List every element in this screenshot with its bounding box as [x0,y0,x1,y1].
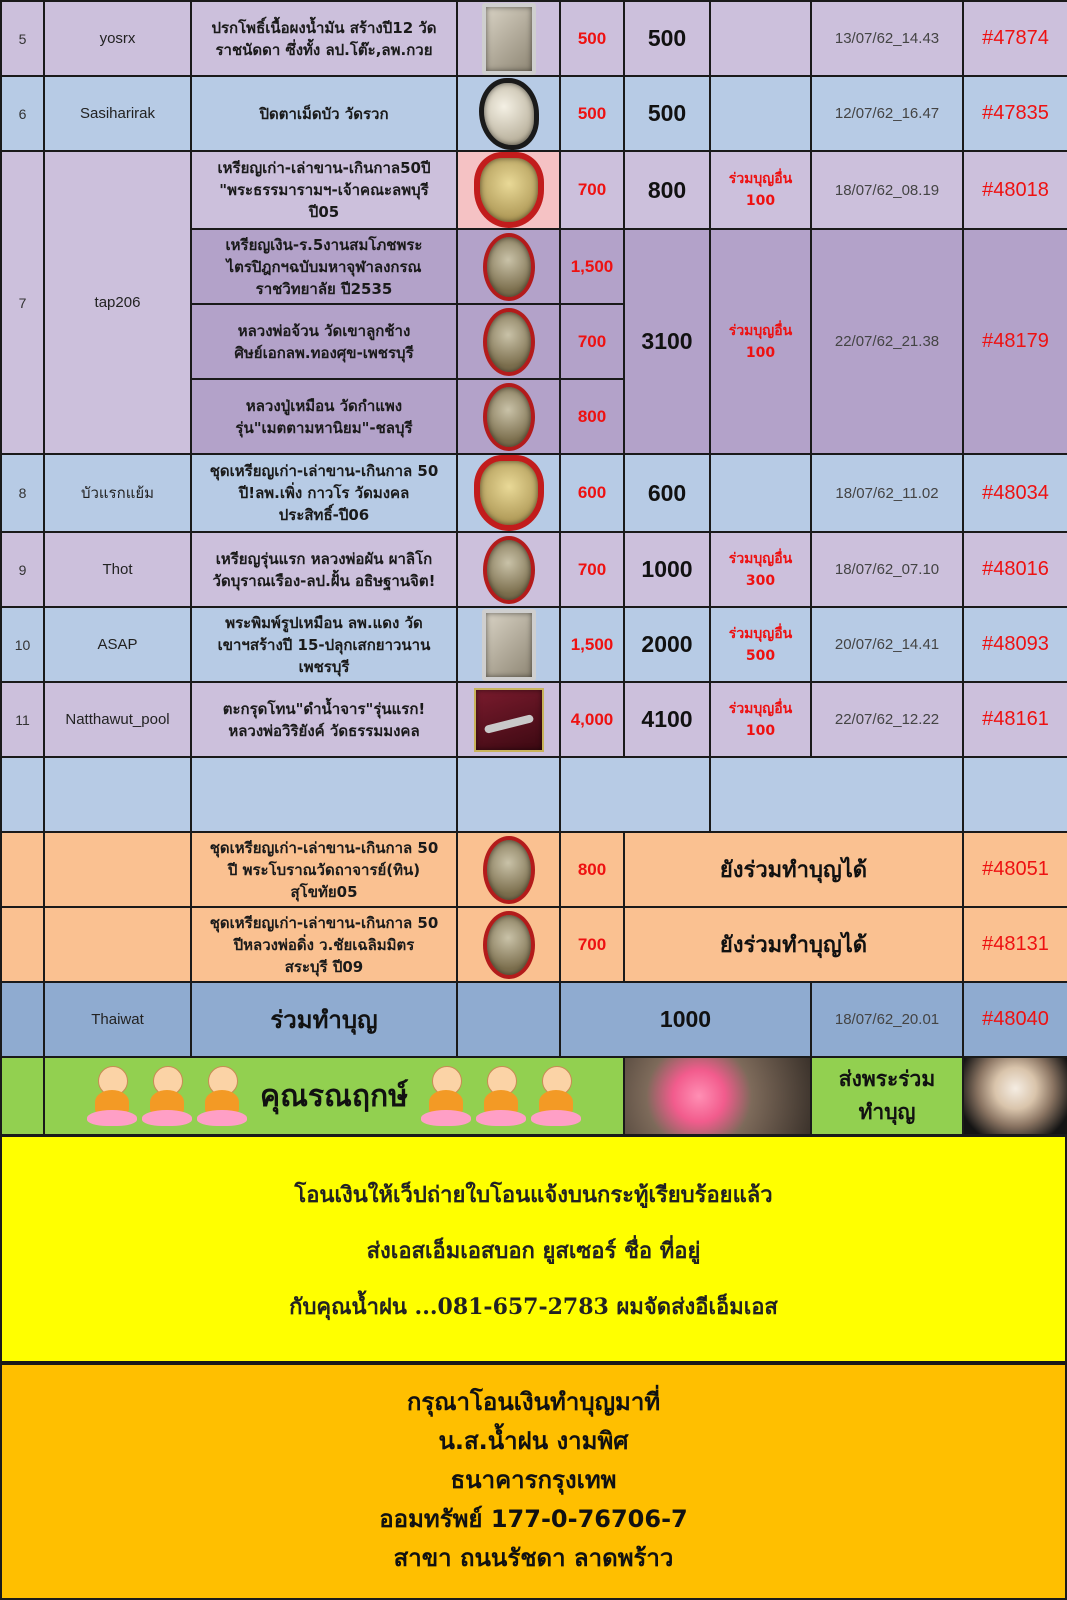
bank-line: กรุณาโอนเงินทำบุญมาที่ [406,1388,661,1416]
amulet-photo [483,536,535,604]
item-photo-cell [457,454,560,532]
extra-donation: ร่วมบุญอื่น 100 [710,682,811,757]
donation-label: ร่วมทำบุญ [191,982,457,1057]
item-photo-cell [457,607,560,682]
bid-date: 18/07/62_08.19 [811,151,963,229]
item-photo-cell [457,1,560,76]
item-description: หลวงปู่เหมือน วัดกำแพง รุ่น"เมตตามหานิยม"-ชลบุรี [191,379,457,454]
instruction-line: ส่งเอสเอ็มเอสบอก ยูสเซอร์ ชื่อ ที่อยู่ [366,1238,701,1264]
extra-donation [710,76,811,151]
post-code: #48131 [963,907,1067,982]
start-price: 700 [560,304,624,379]
username: yosrx [44,1,191,76]
item-photo-cell [457,76,560,151]
final-bid: 2000 [624,607,710,682]
username: Thaiwat [44,982,191,1057]
buddha-face-photo [964,1058,1067,1134]
row-number: 11 [1,682,44,757]
bid-date: 20/07/62_14.41 [811,607,963,682]
post-code: #47835 [963,76,1067,151]
post-code: #48051 [963,832,1067,907]
item-description: หลวงพ่อจ้วน วัดเขาลูกช้าง ศิษย์เอกลพ.ทองศุข-เพชรบุรี [191,304,457,379]
item-description: ปรกโพธิ์เนื้อผงน้ำมัน สร้างปี12 วัด ราชนัดดา ซึ่งทั้ง ลป.โต๊ะ,ลพ.กวย [191,1,457,76]
empty-row [1,757,1067,832]
username: Natthawut_pool [44,682,191,757]
start-price: 800 [560,832,624,907]
start-price: 500 [560,76,624,151]
lotus-hand-photo [625,1058,810,1134]
extra-donation: ร่วมบุญอื่น 300 [710,532,811,607]
row-number: 10 [1,607,44,682]
username: tap206 [44,151,191,454]
amulet-photo [482,609,536,681]
final-bid: 4100 [624,682,710,757]
amulet-photo [483,233,535,301]
extra-donation [710,1,811,76]
empty-cell [1,1057,44,1135]
item-description: ชุดเหรียญเก่า-เล่าขาน-เกินกาล 50 ปี!ลพ.เพิ่ง กาวโร วัดมงคล ประสิทธิ์-ปี06 [191,454,457,532]
row-number: 8 [1,454,44,532]
post-code: #48179 [963,229,1067,454]
item-photo-cell [457,832,560,907]
empty-cell [1,832,44,907]
final-bid: 500 [624,76,710,151]
start-price: 800 [560,379,624,454]
item-photo-cell [457,682,560,757]
start-price: 700 [560,151,624,229]
send-amulet-label: ส่งพระร่วมทำบุญ [811,1057,963,1135]
lotus-photo-cell [624,1057,811,1135]
post-code: #48016 [963,532,1067,607]
final-bid: 3100 [624,229,710,454]
row-number: 7 [1,151,44,454]
transfer-instructions [0,1135,1067,1363]
post-code: #48018 [963,151,1067,229]
bid-date: 22/07/62_21.38 [811,229,963,454]
start-price: 4,000 [560,682,624,757]
post-code: #48040 [963,982,1067,1057]
post-code: #48161 [963,682,1067,757]
empty-cell [191,757,457,832]
start-price: 1,500 [560,607,624,682]
bid-date: 18/07/62_20.01 [811,982,963,1057]
username: Sasiharirak [44,76,191,151]
extra-donation: ร่วมบุญอื่น 500 [710,607,811,682]
bid-date: 18/07/62_07.10 [811,532,963,607]
amulet-photo [479,78,539,150]
empty-cell [560,757,710,832]
donation-amount: 1000 [560,982,811,1057]
table-row [1,76,1067,151]
bid-date: 12/07/62_16.47 [811,76,963,151]
row-number: 9 [1,532,44,607]
row-number: 6 [1,76,44,151]
still-open-status: ยังร่วมทำบุญได้ [624,832,963,907]
username: ASAP [44,607,191,682]
item-photo-cell [457,304,560,379]
final-bid: 500 [624,1,710,76]
amulet-photo [474,455,544,531]
item-description: ปิดตาเม็ดบัว วัดรวก [191,76,457,151]
item-description: เหรียญรุ่นแรก หลวงพ่อผัน ผาลิโก วัดบุราณเรือง-ลป.ฝั้น อธิษฐานจิต! [191,532,457,607]
post-code: #48034 [963,454,1067,532]
item-description: ชุดเหรียญเก่า-เล่าขาน-เกินกาล 50 ปี พระโบราณวัดถาจารย์(ทิน) สุโขทัย05 [191,832,457,907]
empty-cell [457,982,560,1057]
start-price: 700 [560,907,624,982]
amulet-photo [482,3,536,75]
monk-on-lotus-icon [531,1064,581,1128]
item-photo-cell [457,379,560,454]
post-code: #47874 [963,1,1067,76]
empty-cell [963,757,1067,832]
thanks-banner [1,1057,1067,1135]
start-price: 700 [560,532,624,607]
extra-donation: ร่วมบุญอื่น 100 [710,151,811,229]
empty-cell [710,757,963,832]
table-row [1,682,1067,757]
banner-title: คุณรณฤกษ์ [260,1078,408,1114]
amulet-photo [483,911,535,979]
amulet-photo [483,383,535,451]
amulet-photo [474,688,544,752]
item-description: เหรียญเงิน-ร.5งานสมโภชพระ ไตรปิฎกฯฉบับมหาจุฬาลงกรณ ราชวิทยาลัย ปี2535 [191,229,457,304]
extra-donation: ร่วมบุญอื่น 100 [710,229,811,454]
account-number: ออมทรัพย์ 177-0-76706-7 [379,1505,688,1533]
empty-cell [44,907,191,982]
empty-cell [1,907,44,982]
open-item-row [1,832,1067,907]
username: Thot [44,532,191,607]
table-row [1,1,1067,76]
monk-on-lotus-icon [142,1064,192,1128]
buddha-photo-cell [963,1057,1067,1135]
item-photo-cell [457,229,560,304]
start-price: 500 [560,1,624,76]
item-description: ตะกรุดโทน"ดำน้ำจาร"รุ่นแรก! หลวงพ่อวิริยังค์ วัดธรรมมงคล [191,682,457,757]
username: บัวแรกแย้ม [44,454,191,532]
item-photo-cell [457,907,560,982]
bid-date: 22/07/62_12.22 [811,682,963,757]
account-name: น.ส.น้ำฝน งามพิศ [438,1427,629,1455]
empty-cell [1,982,44,1057]
item-description: ชุดเหรียญเก่า-เล่าขาน-เกินกาล 50 ปีหลวงพ่อดิ่ง ว.ชัยเฉลิมมิตร สระบุรี ปี09 [191,907,457,982]
monk-on-lotus-icon [87,1064,137,1128]
post-code: #48093 [963,607,1067,682]
empty-cell [1,757,44,832]
bank-name: ธนาคารกรุงเทพ [450,1466,617,1494]
table-row [1,151,1067,229]
row-number: 5 [1,1,44,76]
empty-cell [44,757,191,832]
bank-branch: สาขา ถนนรัชดา ลาดพร้าว [393,1544,674,1572]
donation-row [1,982,1067,1057]
bid-date: 18/07/62_11.02 [811,454,963,532]
open-item-row [1,907,1067,982]
instruction-line: กับคุณน้ำฝน ...081-657-2783 ผมจัดส่งอีเอ็มเอส [289,1294,778,1320]
monk-on-lotus-icon [197,1064,247,1128]
amulet-photo [483,308,535,376]
item-description: พระพิมพ์รูปเหมือน ลพ.แดง วัด เขาฯสร้างปี 15-ปลุกเสกยาวนาน เพชรบุรี [191,607,457,682]
bank-details [0,1363,1067,1600]
final-bid: 600 [624,454,710,532]
start-price: 1,500 [560,229,624,304]
item-description: เหรียญเก่า-เล่าขาน-เกินกาล50ปี "พระธรรมารามฯ-เจ้าคณะลพบุรี ปี05 [191,151,457,229]
amulet-photo [474,152,544,228]
start-price: 600 [560,454,624,532]
amulet-photo [483,836,535,904]
final-bid: 1000 [624,532,710,607]
item-photo-cell [457,532,560,607]
final-bid: 800 [624,151,710,229]
bid-date: 13/07/62_14.43 [811,1,963,76]
banner-title-cell [44,1057,624,1135]
item-photo-cell [457,151,560,229]
extra-donation [710,454,811,532]
empty-cell [457,757,560,832]
table-row [1,454,1067,532]
monk-on-lotus-icon [421,1064,471,1128]
still-open-status: ยังร่วมทำบุญได้ [624,907,963,982]
instruction-line: โอนเงินให้เว็ปถ่ายใบโอนแจ้งบนกระทู้เรียบร้อยแล้ว [294,1182,773,1208]
table-row [1,532,1067,607]
table-row [1,607,1067,682]
empty-cell [44,832,191,907]
monk-on-lotus-icon [476,1064,526,1128]
